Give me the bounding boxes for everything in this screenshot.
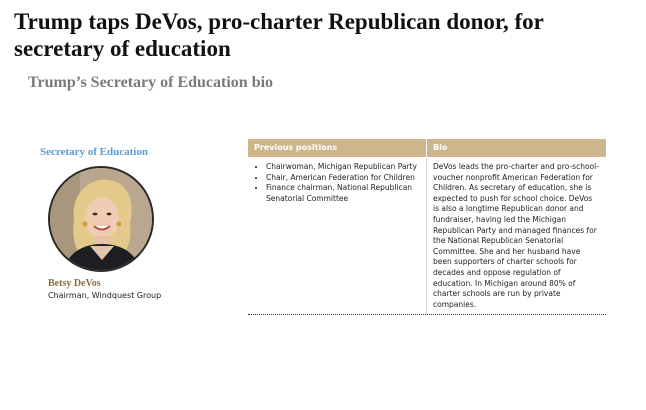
article-headline: Trump taps DeVos, pro-charter Republican donor, for secretary of education (14, 9, 544, 61)
bio-table (248, 139, 606, 315)
person-title: Chairman, Windquest Group (48, 291, 162, 300)
header-bio: Bio (427, 139, 607, 157)
list-item: • Chairwoman, Michigan Republican Party (266, 162, 420, 173)
person-name: Betsy DeVos (48, 278, 101, 289)
previous-positions-cell (248, 157, 427, 315)
person-portrait-icon (48, 166, 154, 272)
table-header-row (248, 139, 606, 157)
bio-cell: DeVos leads the pro-charter and pro-school-voucher nonprofit American Federation for Children. As secretary of education, she is expected to push for school choice. DeVos is also a longtime Republican donor and fundraiser, having led the Michigan Republican Party and managed finances for the National Republican Senatorial Committee. She and her husband have been supporters of charter schools for decades and oppose regulation of education. In Michigan around 80% of charter schools are run by private companies. (427, 157, 607, 315)
profile-card (40, 145, 230, 300)
table-row (248, 157, 606, 315)
previous-positions-list (254, 162, 420, 204)
list-item: • Finance chairman, National Republican Senatorial Committee (266, 183, 420, 204)
role-label: Secretary of Education (40, 146, 148, 158)
header-previous-positions: Previous positions (248, 139, 427, 157)
article-subheadline: Trump’s Secretary of Education bio (28, 74, 274, 91)
list-item: • Chair, American Federation for Children (266, 173, 420, 184)
